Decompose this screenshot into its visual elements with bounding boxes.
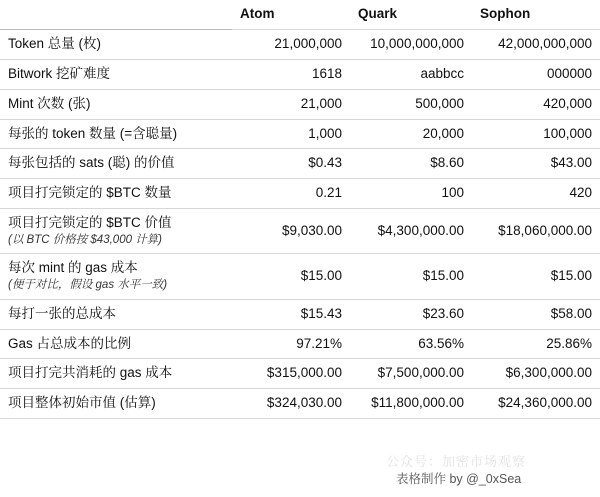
cell-quark: 100 xyxy=(350,179,472,209)
table-row xyxy=(0,209,600,254)
cell-sophon: 420 xyxy=(472,179,600,209)
row-label-text: 每张的 token 数量 (=含聪量) xyxy=(8,125,178,141)
cell-quark: 500,000 xyxy=(350,89,472,119)
row-label xyxy=(0,209,232,254)
cell-quark: 10,000,000,000 xyxy=(350,29,472,59)
row-label-text: Gas 占总成本的比例 xyxy=(8,335,132,351)
cell-atom: 21,000 xyxy=(232,89,350,119)
table-header xyxy=(0,0,600,29)
cell-atom: 0.21 xyxy=(232,179,350,209)
row-label xyxy=(0,254,232,299)
cell-sophon: $18,060,000.00 xyxy=(472,209,600,254)
cell-atom: $315,000.00 xyxy=(232,359,350,389)
row-label xyxy=(0,329,232,359)
row-label-text: Bitwork 挖矿难度 xyxy=(8,65,111,81)
table-row xyxy=(0,254,600,299)
header-row xyxy=(0,0,600,29)
row-label xyxy=(0,359,232,389)
cell-quark: aabbcc xyxy=(350,59,472,89)
header-cell-empty xyxy=(0,0,232,29)
table-row xyxy=(0,179,600,209)
table-row xyxy=(0,59,600,89)
row-label xyxy=(0,149,232,179)
cell-sophon: 420,000 xyxy=(472,89,600,119)
cell-atom: $15.00 xyxy=(232,254,350,299)
row-label xyxy=(0,179,232,209)
row-sublabel: (便于对比，假设 gas 水平一致) xyxy=(8,279,168,292)
cell-sophon: $24,360,000.00 xyxy=(472,389,600,419)
cell-sophon: $15.00 xyxy=(472,254,600,299)
header-cell-sophon: Sophon xyxy=(472,0,600,29)
table-body xyxy=(0,29,600,418)
row-label xyxy=(0,389,232,419)
row-label-text: 项目打完锁定的 $BTC 数量 xyxy=(8,185,172,201)
table-row xyxy=(0,329,600,359)
watermark-text: 公众号：加密市场观察 xyxy=(386,454,527,469)
header-cell-quark: Quark xyxy=(350,0,472,29)
cell-quark: $7,500,000.00 xyxy=(350,359,472,389)
table-row xyxy=(0,29,600,59)
cell-sophon: 100,000 xyxy=(472,119,600,149)
row-label-text: Mint 次数 (张) xyxy=(8,95,91,111)
cell-atom: $0.43 xyxy=(232,149,350,179)
cell-quark: $15.00 xyxy=(350,254,472,299)
row-sublabel: (以 BTC 价格按 $43,000 计算) xyxy=(8,234,163,246)
row-label-text: 项目打完锁定的 $BTC 价值 xyxy=(8,215,172,231)
row-label-text: Token 总量 (枚) xyxy=(8,35,102,51)
footer xyxy=(0,454,600,491)
table-row xyxy=(0,389,600,419)
table-row xyxy=(0,149,600,179)
cell-quark: $11,800,000.00 xyxy=(350,389,472,419)
cell-atom: 1618 xyxy=(232,59,350,89)
cell-atom: $9,030.00 xyxy=(232,209,350,254)
cell-sophon: $58.00 xyxy=(472,299,600,329)
cell-atom: 1,000 xyxy=(232,119,350,149)
row-label xyxy=(0,29,232,59)
row-label xyxy=(0,89,232,119)
table-row xyxy=(0,89,600,119)
cell-sophon: $6,300,000.00 xyxy=(472,359,600,389)
cell-atom: 21,000,000 xyxy=(232,29,350,59)
cell-quark: $23.60 xyxy=(350,299,472,329)
header-cell-atom: Atom xyxy=(232,0,350,29)
cell-quark: $4,300,000.00 xyxy=(350,209,472,254)
credit-text: 表格制作 by @_0xSea xyxy=(396,472,522,486)
table-row xyxy=(0,359,600,389)
cell-quark: 20,000 xyxy=(350,119,472,149)
cell-atom: $324,030.00 xyxy=(232,389,350,419)
table-row xyxy=(0,299,600,329)
cell-atom: 97.21% xyxy=(232,329,350,359)
table-row xyxy=(0,119,600,149)
cell-quark: 63.56% xyxy=(350,329,472,359)
cell-sophon: 25.86% xyxy=(472,329,600,359)
cell-atom: $15.43 xyxy=(232,299,350,329)
row-label-text: 每张包括的 sats (聪) 的价值 xyxy=(8,155,175,171)
row-label-text: 项目打完共消耗的 gas 成本 xyxy=(8,365,173,381)
cell-sophon: 000000 xyxy=(472,59,600,89)
row-label-text: 项目整体初始市值 (估算) xyxy=(8,395,156,411)
cell-sophon: 42,000,000,000 xyxy=(472,29,600,59)
cell-quark: $8.60 xyxy=(350,149,472,179)
row-label xyxy=(0,59,232,89)
row-label-text: 每次 mint 的 gas 成本 xyxy=(8,260,138,276)
row-label xyxy=(0,119,232,149)
cell-sophon: $43.00 xyxy=(472,149,600,179)
row-label xyxy=(0,299,232,329)
row-label-text: 每打一张的总成本 xyxy=(8,305,116,321)
